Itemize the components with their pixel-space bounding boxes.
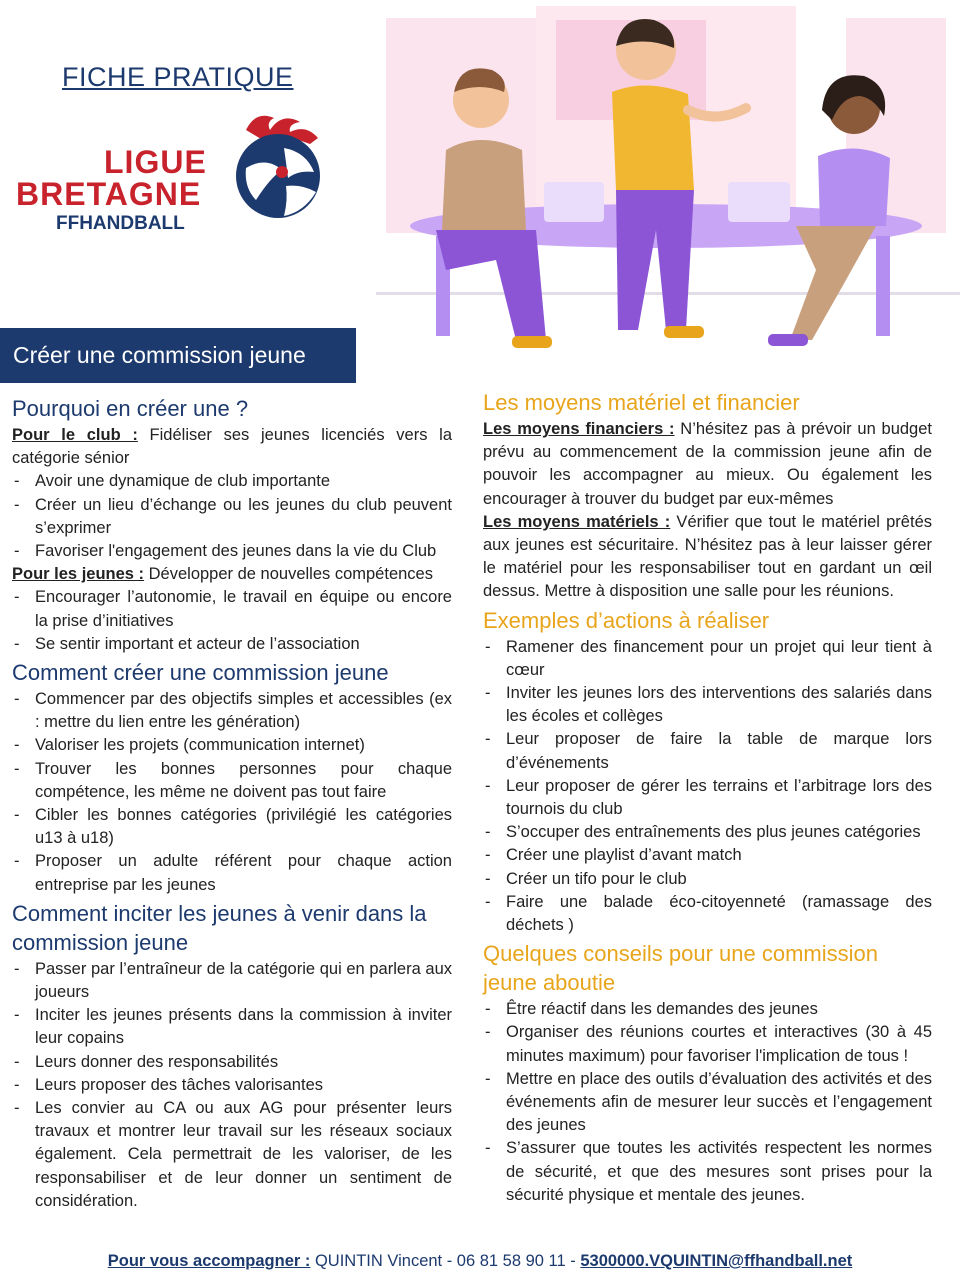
footer-contact-text: QUINTIN Vincent - 06 81 58 90 11 - xyxy=(310,1252,581,1270)
financial-paragraph xyxy=(483,418,932,511)
rooster-emblem-icon xyxy=(226,108,326,231)
list-item: - S’assurer que toutes les activités respectent les normes de sécurité, et que des mesures sont prises pour la sécurité physique et mentale des jeunes. xyxy=(483,1137,932,1207)
logo-line-ligue: LIGUE xyxy=(104,144,207,180)
list-item: - Leur proposer de gérer les terrains et l’arbitrage lors des tournois du club xyxy=(483,775,932,821)
list-item: - S’occuper des entraînements des plus jeunes catégories xyxy=(483,821,932,844)
why-heading: Pourquoi en créer une ? xyxy=(12,396,249,421)
incite-heading: Comment inciter les jeunes à venir dans la commission jeune xyxy=(12,900,427,955)
examples-list xyxy=(483,636,932,938)
list-item: - Leurs donner des responsabilités xyxy=(12,1051,452,1074)
list-item: - Proposer un adulte référent pour chaque action entreprise par les jeunes xyxy=(12,850,452,896)
list-item: - Inciter les jeunes présents dans la commission à inviter leur copains xyxy=(12,1004,452,1050)
list-item: - Cibler les bonnes catégories (privilégié les catégories u13 à u18) xyxy=(12,804,452,850)
list-item: - Avoir une dynamique de club importante xyxy=(12,470,452,493)
material-label: Les moyens matériels : xyxy=(483,512,671,531)
list-item: - Commencer par des objectifs simples et accessibles (ex : mettre du lien entre les génération) xyxy=(12,688,452,734)
team-meeting-illustration xyxy=(376,0,960,365)
youth-text: Développer de nouvelles compétences xyxy=(144,565,433,584)
list-item: - Favoriser l'engagement des jeunes dans la vie du Club xyxy=(12,540,452,563)
material-paragraph xyxy=(483,511,932,604)
club-paragraph xyxy=(12,424,452,470)
list-item: - Passer par l’entraîneur de la catégorie qui en parlera aux joueurs xyxy=(12,958,452,1004)
list-item: - Créer une playlist d’avant match xyxy=(483,844,932,867)
list-item: - Valoriser les projets (communication internet) xyxy=(12,734,452,757)
how-heading: Comment créer une commission jeune xyxy=(12,660,389,686)
list-item: - Leur proposer de faire la table de marque lors d’événements xyxy=(483,728,932,774)
league-logo-text xyxy=(16,146,207,233)
how-list xyxy=(12,688,452,897)
club-label: Pour le club : xyxy=(12,426,138,444)
footer-contact xyxy=(0,1252,960,1271)
financial-label: Les moyens financiers : xyxy=(483,420,675,438)
list-item: - Créer un lieu d’échange ou les jeunes du club peuvent s’exprimer xyxy=(12,494,452,540)
youth-list xyxy=(12,586,452,656)
club-list xyxy=(12,470,452,563)
logo-line-bretagne: BRETAGNE xyxy=(16,176,202,212)
list-item: - Mettre en place des outils d’évaluation des activités et des événements afin de mesurer leur succès et l’engagement des jeunes xyxy=(483,1068,932,1138)
footer-email-link[interactable]: 5300000.VQUINTIN@ffhandball.net xyxy=(580,1252,853,1270)
club-text: Fidéliser ses jeunes licenciés vers la catégorie sénior xyxy=(12,426,452,468)
tips-list xyxy=(483,998,932,1207)
financial-text: N’hésitez pas à prévoir un budget prévu au commencement de la commission jeune afin de pouvoir les accompagner au mieux. Ou également les encourager à trouver du budget par eux-mêmes xyxy=(483,420,932,508)
section-banner: Créer une commission jeune xyxy=(0,328,356,383)
list-item: - Faire une balade éco-citoyenneté (ramassage des déchets ) xyxy=(483,891,932,937)
list-item: - Encourager l’autonomie, le travail en équipe ou encore la prise d’initiatives xyxy=(12,586,452,632)
youth-label: Pour les jeunes : xyxy=(12,565,145,584)
left-column xyxy=(12,392,452,1213)
page-title: FICHE PRATIQUE xyxy=(62,62,294,92)
list-item: - Inviter les jeunes lors des interventions des salariés dans les écoles et collèges xyxy=(483,682,932,728)
tips-heading: Quelques conseils pour une commission jeune aboutie xyxy=(483,941,878,996)
list-item: - Les convier au CA ou aux AG pour présenter leurs travaux et montrer leur travail sur les réseaux sociaux également. Cela permettrait de les valoriser, de les responsabiliser et de leur donner un sentiment de considération. xyxy=(12,1097,452,1213)
list-item: - Être réactif dans les demandes des jeunes xyxy=(483,998,932,1021)
list-item: - Se sentir important et acteur de l’association xyxy=(12,633,452,656)
right-column xyxy=(483,386,932,1207)
logo-line-ffhandball: FFHANDBALL xyxy=(56,213,185,234)
material-text: Vérifier que tout le matériel prêtés aux jeunes est sécuritaire. N’hésitez pas à leur laisser gérer le matériel pour les responsabiliser tout en gardant un œil dessus. Mettre à disposition une salle pour les réunions. xyxy=(483,512,932,601)
incite-list xyxy=(12,958,452,1213)
list-item: - Trouver les bonnes personnes pour chaque compétence, les même ne doivent pas tout faire xyxy=(12,758,452,804)
means-heading: Les moyens matériel et financier xyxy=(483,390,800,415)
examples-heading: Exemples d’actions à réaliser xyxy=(483,607,770,633)
list-item: - Leurs proposer des tâches valorisantes xyxy=(12,1074,452,1097)
youth-paragraph xyxy=(12,563,452,586)
list-item: - Organiser des réunions courtes et interactives (30 à 45 minutes maximum) pour favoriser l'implication de tous ! xyxy=(483,1021,932,1067)
list-item: - Ramener des financement pour un projet qui leur tient à cœur xyxy=(483,636,932,682)
footer-label: Pour vous accompagner : xyxy=(107,1252,311,1270)
list-item: - Créer un tifo pour le club xyxy=(483,868,932,891)
